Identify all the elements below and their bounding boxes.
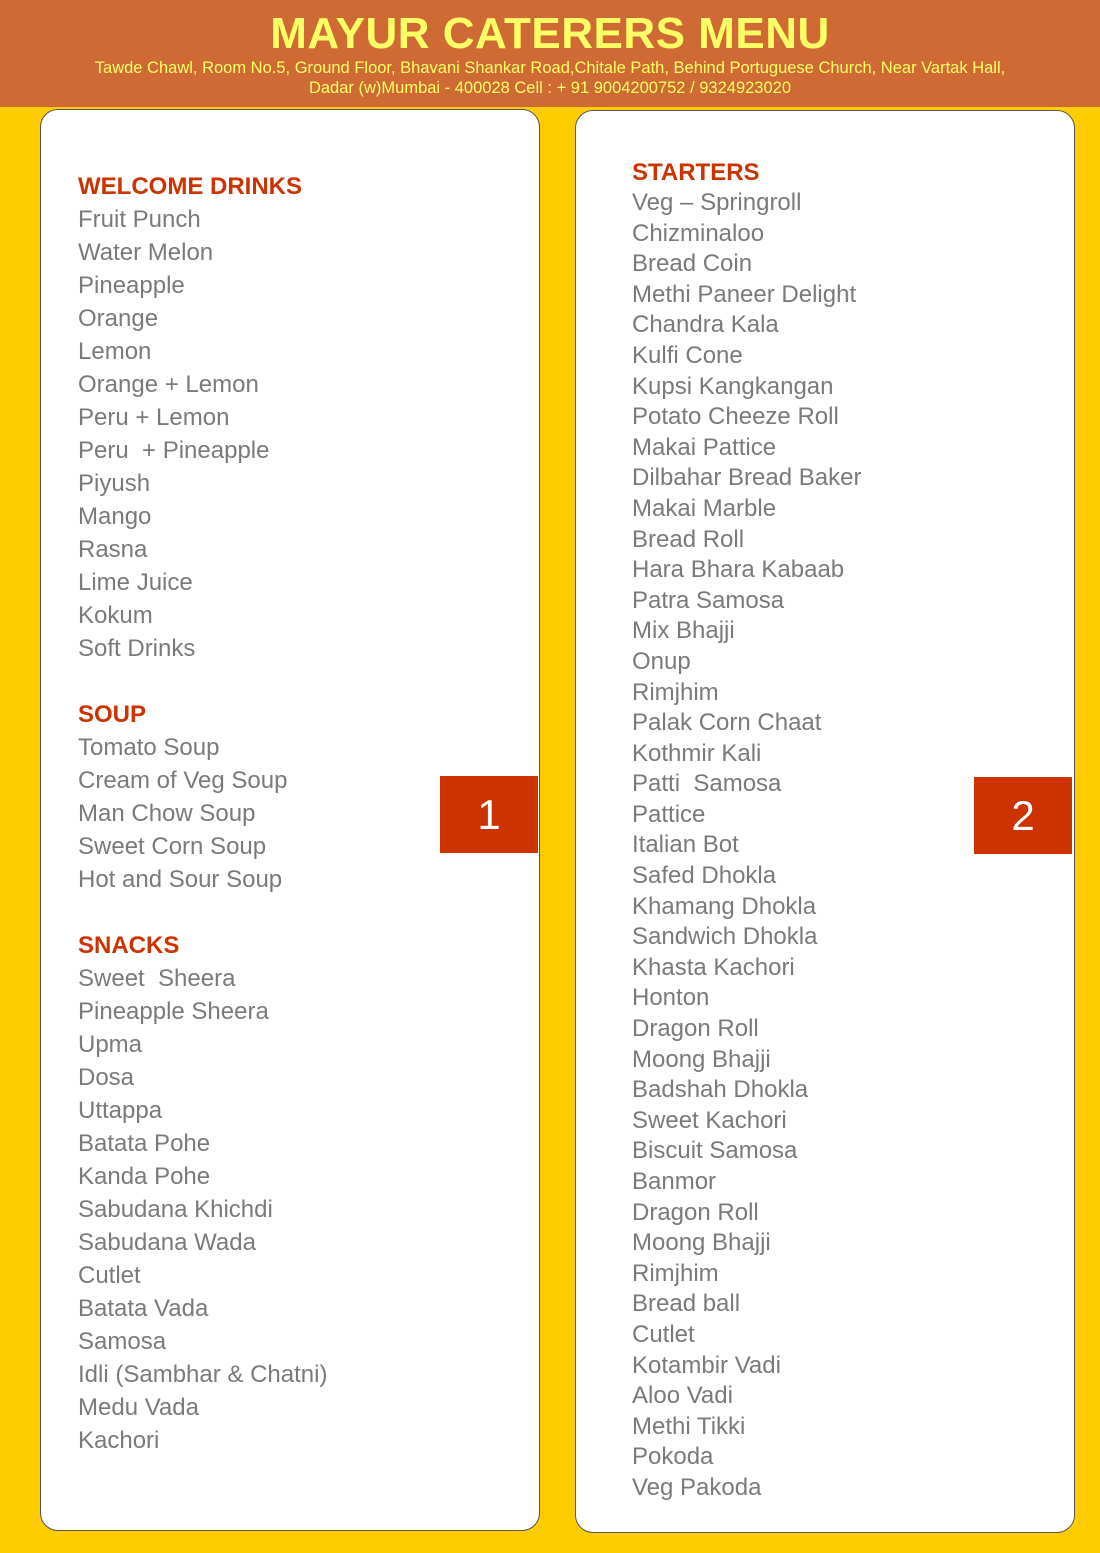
page-number-badge-2: 2	[974, 777, 1072, 854]
menu-item: Orange + Lemon	[78, 371, 259, 398]
menu-item: Pineapple Sheera	[78, 998, 269, 1025]
menu-item: Patti Samosa	[632, 770, 782, 798]
menu-item: Banmor	[632, 1168, 717, 1195]
menu-item: Sweet Sheera	[78, 965, 236, 992]
menu-item: Pokoda	[632, 1443, 714, 1471]
section-spacer	[78, 896, 327, 929]
menu-item: Kachori	[78, 1427, 160, 1454]
menu-item: Badshah Dhokla	[632, 1076, 809, 1104]
menu-item: Mix Bhajji	[632, 617, 735, 645]
menu-item: Tomato Soup	[78, 734, 220, 761]
menu-item: Cutlet	[632, 1320, 695, 1348]
menu-item: Rimjhim	[632, 1259, 719, 1287]
menu-item: Fruit Punch	[78, 206, 201, 233]
menu-item: Kanda Pohe	[78, 1163, 211, 1190]
menu-item: Makai Marble	[632, 494, 777, 522]
address-text	[0, 58, 1100, 98]
menu-item: Pattice	[632, 800, 706, 828]
menu-item: Moong Bhajji	[632, 1045, 771, 1073]
menu-item: Kokum	[78, 602, 153, 629]
menu-item: Dragon Roll	[632, 1015, 759, 1043]
menu-item: Chandra Kala	[632, 311, 779, 339]
menu-item: Methi Paneer Delight	[632, 280, 857, 308]
menu-item: Kothmir Kali	[632, 739, 762, 767]
menu-item: Patra Samosa	[632, 586, 785, 614]
menu-item: Khamang Dhokla	[632, 892, 817, 920]
menu-item: Bread ball	[632, 1290, 741, 1318]
menu-item: Onup	[632, 647, 691, 675]
menu-item: Man Chow Soup	[78, 800, 256, 827]
menu-item: Kulfi Cone	[632, 341, 743, 369]
section-title: SNACKS	[78, 932, 180, 959]
menu-item: Dosa	[78, 1064, 135, 1091]
menu-item: Mango	[78, 503, 152, 530]
menu-item: Sandwich Dhokla	[632, 923, 818, 951]
address-line-2: Dadar (w)Mumbai - 400028 Cell : + 91 9004200752 / 9324923020	[308, 79, 792, 97]
menu-item: Sweet Kachori	[632, 1106, 787, 1134]
menu-item: Upma	[78, 1031, 143, 1058]
menu-item: Lime Juice	[78, 569, 193, 596]
menu-item: Orange	[78, 305, 159, 332]
menu-item: Potato Cheeze Roll	[632, 403, 839, 431]
menu-item: Piyush	[78, 470, 151, 497]
menu-item: Cutlet	[78, 1262, 141, 1289]
menu-item: Safed Dhokla	[632, 862, 777, 890]
menu-item: Honton	[632, 984, 710, 1012]
section-title: SOUP	[78, 701, 147, 728]
menu-item: Sabudana Khichdi	[78, 1196, 273, 1223]
menu-item: Chizminaloo	[632, 219, 765, 247]
menu-item: Methi Tikki	[632, 1412, 746, 1440]
menu-item: Moong Bhajji	[632, 1229, 771, 1257]
menu-item: Sabudana Wada	[78, 1229, 256, 1256]
address-line-1: Tawde Chawl, Room No.5, Ground Floor, Bhavani Shankar Road,Chitale Path, Behind Portuguese Church, Near Vartak Hall,	[94, 59, 1006, 77]
menu-item: Uttappa	[78, 1097, 163, 1124]
menu-item: Peru + Lemon	[78, 404, 230, 431]
menu-item: Kotambir Vadi	[632, 1351, 781, 1379]
section-title: WELCOME DRINKS	[78, 173, 302, 200]
menu-title: MAYUR CATERERS MENU	[270, 9, 830, 58]
menu-item: Medu Vada	[78, 1394, 199, 1421]
menu-item: Water Melon	[78, 239, 214, 266]
menu-item: Batata Pohe	[78, 1130, 211, 1157]
menu-item: Rimjhim	[632, 678, 719, 706]
menu-item: Cream of Veg Soup	[78, 767, 288, 794]
section-title: STARTERS	[632, 159, 760, 186]
menu-item: Italian Bot	[632, 831, 739, 859]
menu-column-2	[632, 157, 861, 1504]
menu-item: Dragon Roll	[632, 1198, 759, 1226]
menu-item: Bread Roll	[632, 525, 745, 553]
menu-item: Batata Vada	[78, 1295, 209, 1322]
menu-item: Hot and Sour Soup	[78, 866, 283, 893]
menu-item: Peru + Pineapple	[78, 437, 270, 464]
menu-item: Aloo Vadi	[632, 1382, 733, 1410]
menu-item: Kupsi Kangkangan	[632, 372, 834, 400]
menu-item: Khasta Kachori	[632, 953, 795, 981]
menu-header	[0, 0, 1100, 107]
menu-item: Makai Pattice	[632, 433, 777, 461]
menu-column-1	[78, 170, 327, 1457]
menu-item: Lemon	[78, 338, 152, 365]
menu-item: Soft Drinks	[78, 635, 196, 662]
menu-item: Rasna	[78, 536, 148, 563]
menu-item: Bread Coin	[632, 250, 753, 278]
page-number-badge-1: 1	[440, 776, 538, 853]
menu-item: Hara Bhara Kabaab	[632, 556, 845, 584]
menu-item: Veg Pakoda	[632, 1473, 762, 1501]
menu-item: Palak Corn Chaat	[632, 709, 822, 737]
menu-item: Samosa	[78, 1328, 167, 1355]
section-spacer	[78, 665, 327, 698]
menu-item: Biscuit Samosa	[632, 1137, 798, 1165]
menu-item: Veg – Springroll	[632, 189, 802, 216]
menu-item: Idli (Sambhar & Chatni)	[78, 1361, 328, 1388]
menu-item: Dilbahar Bread Baker	[632, 464, 862, 492]
menu-item: Sweet Corn Soup	[78, 833, 267, 860]
menu-item: Pineapple	[78, 272, 185, 299]
